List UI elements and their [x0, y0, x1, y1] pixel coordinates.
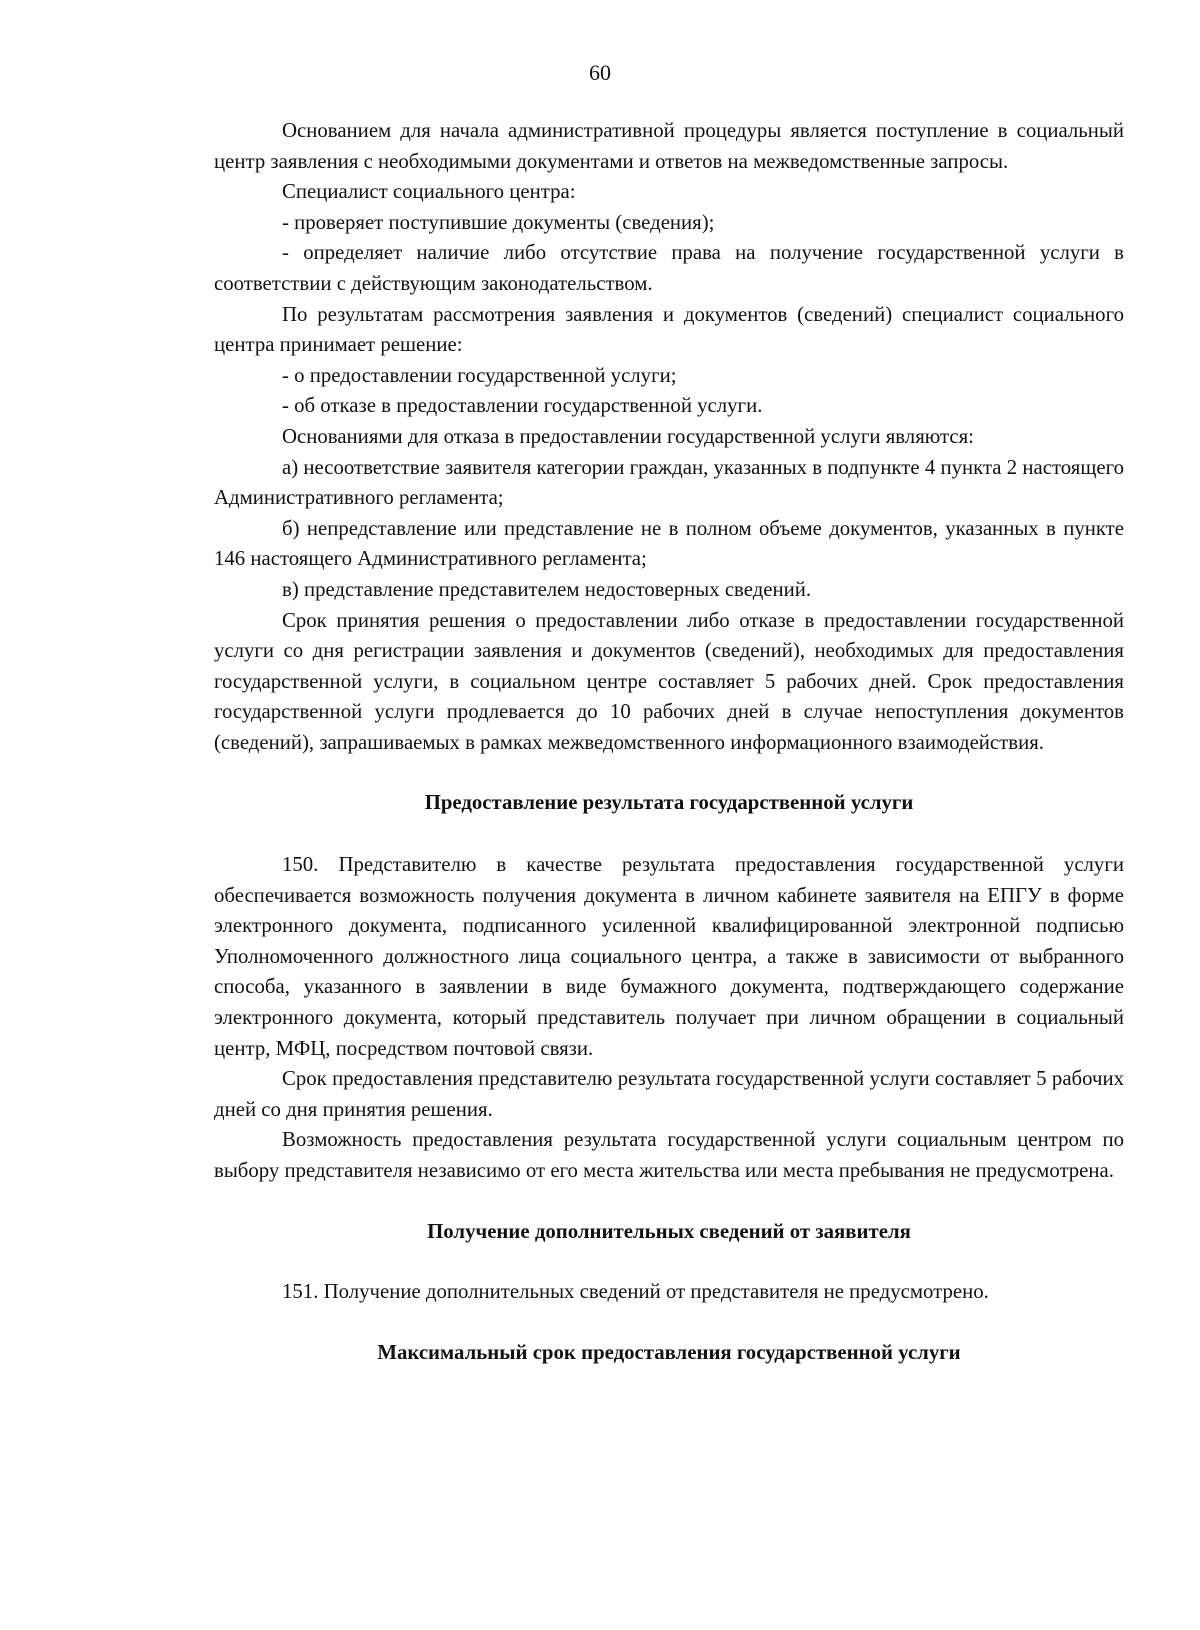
paragraph: По результатам рассмотрения заявления и документов (сведений) специалист социального центра принимает решение:: [214, 302, 1124, 357]
list-item: - проверяет поступившие документы (сведения);: [282, 210, 715, 234]
paragraph: Возможность предоставления результата государственной услуги социальным центром по выбору представителя независимо от его места жительства или места пребывания не предусмотрена.: [214, 1128, 1124, 1182]
paragraph: Основаниями для отказа в предоставлении государственной услуги являются:: [282, 424, 974, 448]
list-item: в) представление представителем недостоверных сведений.: [282, 577, 812, 601]
section-heading-max-term: Максимальный срок предоставления государственной услуги: [377, 1340, 961, 1364]
section-heading-result: Предоставление результата государственной услуги: [424, 791, 914, 815]
list-item: - определяет наличие либо отсутствие права на получение государственной услуги в соответствии с действующим законодательством.: [214, 241, 1124, 295]
list-item: - о предоставлении государственной услуги;: [282, 363, 677, 387]
paragraph: 150. Представителю в качестве результата предоставления государственной услуги обеспечивается возможность получения документа в личном кабинете заявителя на ЕПГУ в форме электронного документа, подписанного усиленной квалифицированной электронной подписью Уполномоченного должностного лица социального центра, а также в зависимости от выбранного способа, указанного в заявлении в виде бумажного документа, подтверждающего содержание электронного документа, который представитель получает при личном обращении в социальный центр, МФЦ, посредством почтовой связи.: [214, 853, 1124, 1060]
list-item: б) непредставление или представление не в полном объеме документов, указанных в пункте 146 настоящего Административного регламента;: [214, 516, 1124, 571]
document-body: [214, 116, 1124, 1368]
section-heading-additional-info: Получение дополнительных сведений от заявителя: [427, 1219, 911, 1243]
page-number: 60: [589, 60, 611, 85]
list-item: а) несоответствие заявителя категории граждан, указанных в подпункте 4 пункта 2 настоящего Административного регламента;: [214, 455, 1124, 510]
paragraph: Специалист социального центра:: [282, 180, 576, 204]
list-item: - об отказе в предоставлении государственной услуги.: [282, 394, 763, 418]
paragraph: 151. Получение дополнительных сведений от представителя не предусмотрено.: [282, 1280, 989, 1304]
paragraph: Основанием для начала административной процедуры является поступление в социальный центр заявления с необходимыми документами и ответов на межведомственные запросы.: [214, 119, 1124, 173]
paragraph: Срок принятия решения о предоставлении либо отказе в предоставлении государственной услуги со дня регистрации заявления и документов (сведений), необходимых для предоставления государственной услуги, в социальном центре составляет 5 рабочих дней. Срок предоставления государственной услуги продлевается до 10 рабочих дней в случае непоступления документов (сведений), запрашиваемых в рамках межведомственного информационного взаимодействия.: [214, 608, 1124, 754]
paragraph: Срок предоставления представителю результата государственной услуги составляет 5 рабочих дней со дня принятия решения.: [214, 1067, 1124, 1121]
